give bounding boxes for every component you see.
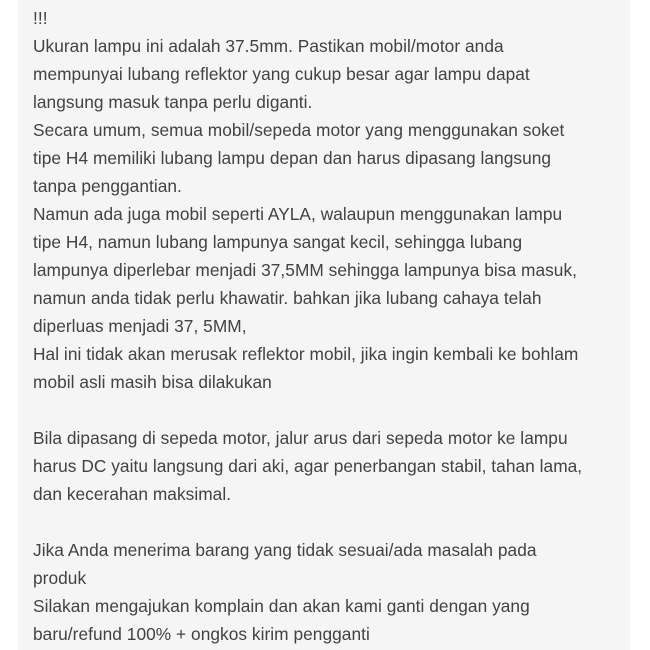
- description-line: Jika Anda menerima barang yang tidak sesuai/ada masalah pada: [33, 540, 537, 560]
- description-line: tanpa penggantian.: [33, 176, 182, 196]
- description-line: langsung masuk tanpa perlu diganti.: [33, 92, 313, 112]
- description-line: Hal ini tidak akan merusak reflektor mobil, jika ingin kembali ke bohlam: [33, 344, 579, 364]
- description-line: baru/refund 100% + ongkos kirim pengganti: [33, 624, 370, 644]
- description-line: diperluas menjadi 37, 5MM,: [33, 316, 247, 336]
- paragraph-spacer: [33, 508, 630, 536]
- description-line: Secara umum, semua mobil/sepeda motor yang menggunakan soket: [33, 120, 565, 140]
- description-line: mempunyai lubang reflektor yang cukup besar agar lampu dapat: [33, 64, 530, 84]
- product-description-panel: [18, 0, 630, 650]
- product-description-text: [33, 4, 630, 648]
- description-line: Bila dipasang di sepeda motor, jalur arus dari sepeda motor ke lampu: [33, 428, 568, 448]
- description-line: harus DC yaitu langsung dari aki, agar penerbangan stabil, tahan lama,: [33, 456, 583, 476]
- description-line: produk: [33, 568, 87, 588]
- description-line: tipe H4 memiliki lubang lampu depan dan harus dipasang langsung: [33, 148, 552, 168]
- description-line: Ukuran lampu ini adalah 37.5mm. Pastikan mobil/motor anda: [33, 36, 504, 56]
- description-line: dan kecerahan maksimal.: [33, 484, 232, 504]
- description-line: namun anda tidak perlu khawatir. bahkan jika lubang cahaya telah: [33, 288, 542, 308]
- description-line: lampunya diperlebar menjadi 37,5MM sehingga lampunya bisa masuk,: [33, 260, 578, 280]
- description-line: !!!: [33, 8, 48, 28]
- description-line: Silakan mengajukan komplain dan akan kami ganti dengan yang: [33, 596, 530, 616]
- description-line: mobil asli masih bisa dilakukan: [33, 372, 272, 392]
- description-line: Namun ada juga mobil seperti AYLA, walaupun menggunakan lampu: [33, 204, 563, 224]
- paragraph-spacer: [33, 396, 630, 424]
- description-line: tipe H4, namun lubang lampunya sangat kecil, sehingga lubang: [33, 232, 523, 252]
